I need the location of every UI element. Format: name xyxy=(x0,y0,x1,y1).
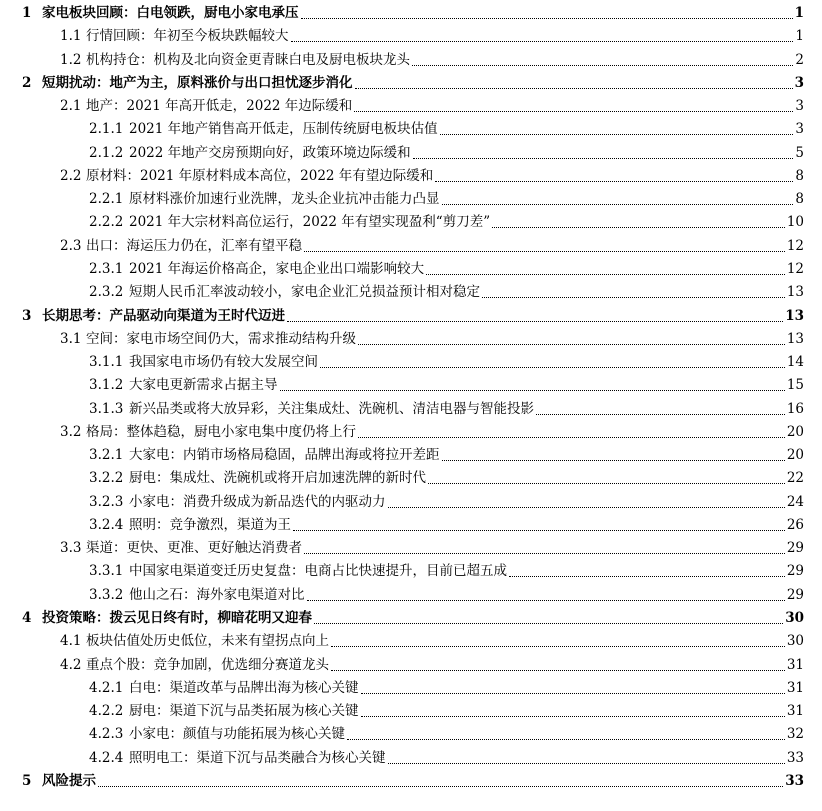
toc-leader-dots xyxy=(509,576,785,577)
toc-entry-level1[interactable] xyxy=(0,305,822,327)
toc-entry-level2[interactable] xyxy=(0,328,822,350)
toc-entry-title: 机构持仓：机构及北向资金更青睐白电及厨电板块龙头 xyxy=(86,49,411,71)
toc-entry-level3[interactable] xyxy=(0,398,822,420)
toc-entry-page-number: 16 xyxy=(786,398,804,420)
toc-entry-number: 3.3 xyxy=(60,540,82,557)
toc-entry-title: 大家电更新需求占据主导 xyxy=(129,374,279,396)
toc-leader-dots xyxy=(280,390,785,391)
toc-entry-level3[interactable] xyxy=(0,258,822,280)
toc-entry-page-number: 29 xyxy=(786,560,804,582)
toc-leader-dots xyxy=(98,786,783,787)
toc-entry-level2[interactable] xyxy=(0,235,822,257)
toc-entry-title: 投资策略：拨云见日终有时，柳暗花明又迎春 xyxy=(42,607,313,629)
toc-entry-page-number: 15 xyxy=(786,374,804,396)
toc-entry-title: 原材料涨价加速行业洗牌，龙头企业抗冲击能力凸显 xyxy=(129,188,441,210)
toc-entry-level3[interactable] xyxy=(0,188,822,210)
toc-entry-page-number: 12 xyxy=(786,235,804,257)
toc-entry-page-number: 5 xyxy=(794,142,804,164)
toc-entry-level3[interactable] xyxy=(0,723,822,745)
toc-entry-title: 风险提示 xyxy=(42,770,97,792)
toc-entry-title: 新兴品类或将大放异彩，关注集成灶、洗碗机、清洁电器与智能投影 xyxy=(129,398,535,420)
toc-entry-level2[interactable] xyxy=(0,654,822,676)
toc-leader-dots xyxy=(428,483,785,484)
toc-entry-page-number: 33 xyxy=(784,770,804,792)
toc-entry-level3[interactable] xyxy=(0,351,822,373)
toc-entry-page-number: 26 xyxy=(786,514,804,536)
toc-entry-page-number: 2 xyxy=(794,49,804,71)
toc-leader-dots xyxy=(354,111,793,112)
toc-entry-title: 原材料：2021 年原材料成本高位，2022 年有望边际缓和 xyxy=(86,165,434,187)
toc-entry-page-number: 13 xyxy=(786,328,804,350)
toc-entry-number: 3.1.3 xyxy=(89,400,124,417)
toc-entry-number: 3.2 xyxy=(60,423,82,440)
toc-entry-title: 照明电工：渠道下沉与品类融合为核心关键 xyxy=(129,747,387,769)
toc-leader-dots xyxy=(361,693,785,694)
toc-leader-dots xyxy=(293,530,785,531)
toc-entry-number: 4.2.2 xyxy=(89,703,124,720)
toc-entry-page-number: 3 xyxy=(794,95,804,117)
toc-entry-title: 长期思考：产品驱动向渠道为王时代迈进 xyxy=(42,305,286,327)
toc-entry-page-number: 1 xyxy=(794,25,804,47)
toc-entry-level3[interactable] xyxy=(0,211,822,233)
toc-entry-level3[interactable] xyxy=(0,118,822,140)
toc-leader-dots xyxy=(440,134,793,135)
toc-entry-title: 渠道：更快、更准、更好触达消费者 xyxy=(86,537,303,559)
toc-entry-page-number: 12 xyxy=(786,258,804,280)
toc-entry-number: 5 xyxy=(22,772,32,789)
toc-entry-number: 2 xyxy=(22,74,32,91)
toc-leader-dots xyxy=(536,414,785,415)
toc-entry-title: 行情回顾：年初至今板块跌幅较大 xyxy=(86,25,290,47)
toc-leader-dots xyxy=(291,41,793,42)
toc-entry-title: 厨电：渠道下沉与品类拓展为核心关键 xyxy=(129,700,360,722)
toc-leader-dots xyxy=(388,763,785,764)
toc-entry-title: 板块估值处历史低位，未来有望拐点向上 xyxy=(86,630,330,652)
toc-entry-title: 家电板块回顾：白电领跌，厨电小家电承压 xyxy=(42,2,300,24)
toc-entry-page-number: 33 xyxy=(786,747,804,769)
toc-leader-dots xyxy=(482,297,785,298)
toc-entry-title: 他山之石：海外家电渠道对比 xyxy=(129,584,306,606)
toc-entry-level3[interactable] xyxy=(0,142,822,164)
toc-entry-title: 空间：家电市场空间仍大，需求推动结构升级 xyxy=(86,328,357,350)
toc-entry-title: 小家电：消费升级成为新品迭代的内驱动力 xyxy=(129,491,387,513)
toc-entry-page-number: 30 xyxy=(786,630,804,652)
toc-entry-number: 3.3.2 xyxy=(89,586,124,603)
toc-entry-title: 短期人民币汇率波动较小，家电企业汇兑损益预计相对稳定 xyxy=(129,281,481,303)
toc-entry-number: 4.2.4 xyxy=(89,749,124,766)
toc-entry-page-number: 31 xyxy=(786,700,804,722)
toc-leader-dots xyxy=(320,367,785,368)
toc-entry-level3[interactable] xyxy=(0,747,822,769)
toc-entry-title: 格局：整体趋稳，厨电小家电集中度仍将上行 xyxy=(86,421,357,443)
toc-entry-level3[interactable] xyxy=(0,584,822,606)
toc-entry-number: 3.2.1 xyxy=(89,447,124,464)
toc-entry-title: 白电：渠道改革与品牌出海为核心关键 xyxy=(129,677,360,699)
toc-entry-page-number: 10 xyxy=(786,211,804,233)
toc-leader-dots xyxy=(347,739,785,740)
toc-leader-dots xyxy=(331,646,785,647)
toc-leader-dots xyxy=(331,670,785,671)
toc-entry-number: 2.2.2 xyxy=(89,214,124,231)
toc-entry-page-number: 20 xyxy=(786,444,804,466)
toc-leader-dots xyxy=(307,600,785,601)
toc-entry-page-number: 31 xyxy=(786,677,804,699)
toc-entry-level2[interactable] xyxy=(0,421,822,443)
toc-leader-dots xyxy=(304,553,785,554)
toc-leader-dots xyxy=(361,716,785,717)
toc-entry-page-number: 29 xyxy=(786,537,804,559)
toc-entry-level3[interactable] xyxy=(0,444,822,466)
toc-entry-title: 中国家电渠道变迁历史复盘：电商占比快速提升，目前已超五成 xyxy=(129,560,508,582)
toc-entry-number: 2.1 xyxy=(60,98,82,115)
toc-entry-number: 1 xyxy=(22,5,32,21)
toc-entry-page-number: 8 xyxy=(794,188,804,210)
toc-entry-title: 2021 年地产销售高开低走，压制传统厨电板块估值 xyxy=(129,118,439,140)
toc-leader-dots xyxy=(412,65,793,66)
toc-entry-number: 4.2 xyxy=(60,656,82,673)
toc-entry-level2[interactable] xyxy=(0,165,822,187)
toc-leader-dots xyxy=(287,321,783,322)
toc-leader-dots xyxy=(442,460,785,461)
toc-entry-number: 2.2.1 xyxy=(89,191,124,208)
toc-entry-level3[interactable] xyxy=(0,560,822,582)
toc-entry-number: 2.3.1 xyxy=(89,260,124,277)
toc-entry-page-number: 3 xyxy=(794,72,804,94)
toc-leader-dots xyxy=(435,181,793,182)
toc-entry-number: 2.3.2 xyxy=(89,284,124,301)
toc-entry-title: 小家电：颜值与功能拓展为核心关键 xyxy=(129,723,346,745)
toc-entry-level3[interactable] xyxy=(0,374,822,396)
toc-leader-dots xyxy=(358,437,785,438)
toc-entry-level1[interactable] xyxy=(0,770,822,792)
toc-entry-page-number: 22 xyxy=(786,467,804,489)
toc-entry-title: 出口：海运压力仍在，汇率有望平稳 xyxy=(86,235,303,257)
toc-entry-page-number: 20 xyxy=(786,421,804,443)
toc-leader-dots xyxy=(442,204,793,205)
toc-entry-page-number: 32 xyxy=(786,723,804,745)
toc-entry-level3[interactable] xyxy=(0,281,822,303)
toc-entry-number: 3.2.4 xyxy=(89,516,124,533)
toc-leader-dots xyxy=(413,158,793,159)
toc-leader-dots xyxy=(358,344,785,345)
toc-entry-number: 3.1.2 xyxy=(89,377,124,394)
toc-entry-number: 1.1 xyxy=(60,28,82,45)
toc-entry-level1[interactable] xyxy=(0,2,822,24)
toc-entry-level3[interactable] xyxy=(0,467,822,489)
toc-entry-level3[interactable] xyxy=(0,677,822,699)
toc-entry-page-number: 24 xyxy=(786,491,804,513)
toc-leader-dots xyxy=(304,251,785,252)
toc-entry-page-number: 30 xyxy=(784,607,804,629)
toc-entry-level1[interactable] xyxy=(0,72,822,94)
toc-entry-page-number: 13 xyxy=(784,305,804,327)
toc-leader-dots xyxy=(426,274,785,275)
toc-entry-number: 2.1.1 xyxy=(89,121,124,138)
toc-leader-dots xyxy=(355,88,793,89)
toc-entry-level2[interactable] xyxy=(0,95,822,117)
toc-entry-number: 3.1.1 xyxy=(89,354,124,371)
toc-leader-dots xyxy=(314,623,783,624)
toc-entry-number: 4 xyxy=(22,610,32,627)
toc-entry-number: 3 xyxy=(22,307,32,324)
toc-entry-level3[interactable] xyxy=(0,491,822,513)
toc-entry-title: 地产：2021 年高开低走，2022 年边际缓和 xyxy=(86,95,353,117)
toc-entry-number: 3.3.1 xyxy=(89,563,124,580)
toc-entry-number: 2.3 xyxy=(60,237,82,254)
toc-leader-dots xyxy=(301,18,793,19)
toc-entry-number: 3.1 xyxy=(60,330,82,347)
toc-entry-level2[interactable] xyxy=(0,537,822,559)
toc-entry-page-number: 1 xyxy=(794,2,804,24)
toc-entry-number: 1.2 xyxy=(60,51,82,68)
toc-entry-page-number: 29 xyxy=(786,584,804,606)
toc-entry-level2[interactable] xyxy=(0,25,822,47)
toc-entry-number: 3.2.3 xyxy=(89,493,124,510)
toc-entry-number: 4.1 xyxy=(60,633,82,650)
toc-entry-page-number: 14 xyxy=(786,351,804,373)
toc-entry-title: 照明：竞争激烈，渠道为王 xyxy=(129,514,292,536)
toc-entry-title: 短期扰动：地产为主，原料涨价与出口担忧逐步消化 xyxy=(42,72,354,94)
toc-entry-title: 2021 年海运价格高企，家电企业出口端影响较大 xyxy=(129,258,425,280)
toc-entry-title: 重点个股：竞争加剧，优选细分赛道龙头 xyxy=(86,654,330,676)
toc-entry-level2[interactable] xyxy=(0,630,822,652)
toc-entry-level3[interactable] xyxy=(0,700,822,722)
toc-entry-page-number: 31 xyxy=(786,654,804,676)
toc-entry-page-number: 8 xyxy=(794,165,804,187)
toc-entry-number: 3.2.2 xyxy=(89,470,124,487)
toc-entry-title: 大家电：内销市场格局稳固，品牌出海或将拉开差距 xyxy=(129,444,441,466)
toc-entry-level1[interactable] xyxy=(0,607,822,629)
toc-leader-dots xyxy=(388,507,785,508)
toc-entry-level3[interactable] xyxy=(0,514,822,536)
toc-entry-page-number: 3 xyxy=(794,118,804,140)
toc-entry-level2[interactable] xyxy=(0,49,822,71)
toc-entry-number: 2.2 xyxy=(60,167,82,184)
toc-entry-number: 4.2.3 xyxy=(89,726,124,743)
toc-entry-number: 4.2.1 xyxy=(89,679,124,696)
toc-entry-number: 2.1.2 xyxy=(89,144,124,161)
toc-entry-title: 我国家电市场仍有较大发展空间 xyxy=(129,351,319,373)
toc-entry-page-number: 13 xyxy=(786,281,804,303)
toc-entry-title: 2021 年大宗材料高位运行，2022 年有望实现盈利“剪刀差” xyxy=(129,211,491,233)
toc-entry-title: 厨电：集成灶、洗碗机或将开启加速洗牌的新时代 xyxy=(129,467,427,489)
toc-entry-title: 2022 年地产交房预期向好，政策环境边际缓和 xyxy=(129,142,412,164)
toc-leader-dots xyxy=(492,227,785,228)
